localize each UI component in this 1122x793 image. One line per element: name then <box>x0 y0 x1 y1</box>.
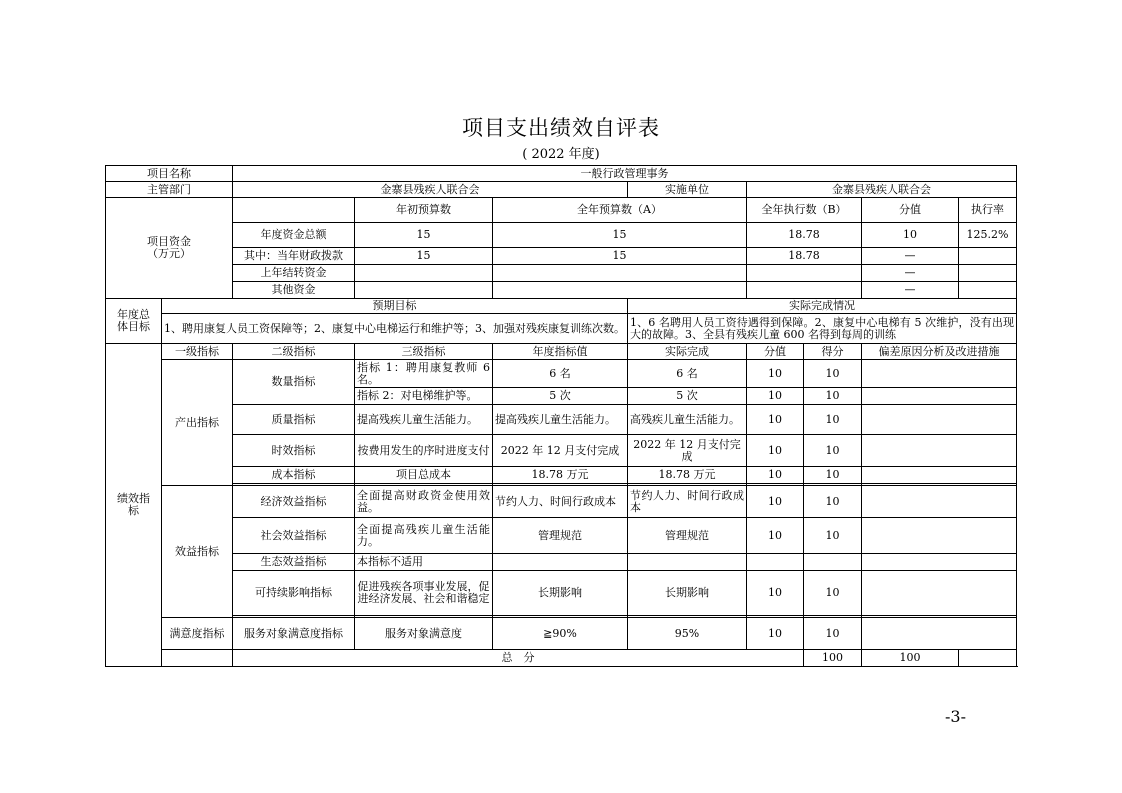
actual-value: 18.78 万元 <box>628 467 747 484</box>
level2-value: 时效指标 <box>233 435 355 467</box>
level3-header: 三级指标 <box>355 344 493 360</box>
target-value: ≧90% <box>493 618 628 650</box>
actual-value: 节约人力、时间行政成本 <box>628 486 747 518</box>
total-score-value: 100 <box>804 650 862 667</box>
indicator-row <box>106 435 1017 467</box>
funds-exec: 18.78 <box>747 248 862 265</box>
target-value: 节约人力、时间行政成本 <box>493 486 628 518</box>
funds-score-value: 10 <box>862 223 959 248</box>
department-label: 主管部门 <box>106 182 233 198</box>
full-budget-header: 全年预算数（A） <box>493 198 747 223</box>
funds-label-line1: 项目资金 <box>147 235 191 248</box>
funds-row-label: 年度资金总额 <box>233 223 355 248</box>
funds-row <box>106 265 1017 282</box>
funds-budget <box>493 265 747 282</box>
level2-value: 生态效益指标 <box>233 554 355 571</box>
funds-row-label: 其他资金 <box>233 282 355 299</box>
level2-value: 服务对象满意度指标 <box>233 618 355 650</box>
score: 10 <box>804 388 862 405</box>
expected-goal-text: 1、聘用康复人员工资保障等；2、康复中心电梯运行和维护等；3、加强对残疾康复训练次数。 <box>162 314 628 344</box>
score-value: 10 <box>747 486 804 518</box>
funds-rate <box>959 282 1017 299</box>
score-value: 10 <box>747 388 804 405</box>
level2-value: 社会效益指标 <box>233 518 355 554</box>
funds-score-value: — <box>862 282 959 299</box>
deviation-cell <box>862 435 1017 467</box>
score-value: 10 <box>747 360 804 388</box>
actual-value: 管理规范 <box>628 518 747 554</box>
target-value: 2022 年 12 月支付完成 <box>493 435 628 467</box>
goals-label-line1: 年度总 <box>117 308 150 321</box>
funds-exec: 18.78 <box>747 223 862 248</box>
page-title: 项目支出绩效自评表 <box>462 116 660 140</box>
funds-budget: 15 <box>493 248 747 265</box>
score-value: 10 <box>747 571 804 616</box>
deviation-cell <box>862 618 1017 650</box>
deviation-cell <box>862 388 1017 405</box>
funds-exec <box>747 265 862 282</box>
level2-value: 成本指标 <box>233 467 355 484</box>
goals-header-row <box>106 299 1017 314</box>
funds-label <box>106 198 233 299</box>
funds-row <box>106 223 1017 248</box>
initial-budget-header: 年初预算数 <box>355 198 493 223</box>
expected-goal-header: 预期目标 <box>162 299 628 314</box>
target-value: 5 次 <box>493 388 628 405</box>
deviation-cell <box>862 360 1017 388</box>
funds-exec <box>747 282 862 299</box>
deviation-cell <box>862 467 1017 484</box>
output-indicator-label: 产出指标 <box>162 360 233 486</box>
benefit-indicator-label: 效益指标 <box>162 486 233 618</box>
indicator-row <box>106 486 1017 518</box>
score: 10 <box>804 405 862 435</box>
deviation-cell <box>862 486 1017 518</box>
level2-value: 可持续影响指标 <box>233 571 355 616</box>
total-row <box>106 650 1017 667</box>
score-value: 10 <box>747 518 804 554</box>
level3-value: 项目总成本 <box>355 467 493 484</box>
funds-header-row <box>106 198 1017 223</box>
score-value-header: 分值 <box>862 198 959 223</box>
funds-score-value: — <box>862 248 959 265</box>
level3-value: 全面提高财政资金使用效益。 <box>355 486 493 518</box>
funds-blank-header <box>233 198 355 223</box>
performance-self-evaluation-table <box>105 165 1017 667</box>
indicator-row <box>106 405 1017 435</box>
actual-value: 长期影响 <box>628 571 747 616</box>
funds-rate <box>959 265 1017 282</box>
project-name-row <box>106 166 1017 182</box>
satisfaction-indicator-label: 满意度指标 <box>162 618 233 650</box>
level2-header: 二级指标 <box>233 344 355 360</box>
deviation-header: 偏差原因分析及改进措施 <box>862 344 1017 360</box>
indicator-row <box>106 618 1017 650</box>
actual-value: 6 名 <box>628 360 747 388</box>
indicators-label-line2: 标 <box>128 504 139 517</box>
department-row <box>106 182 1017 198</box>
target-value: 6 名 <box>493 360 628 388</box>
score: 10 <box>804 486 862 518</box>
funds-score-value: — <box>862 265 959 282</box>
indicator-row <box>106 467 1017 484</box>
actual-completion-text: 1、6 名聘用人员工资待遇得到保障。2、康复中心电梯有 5 次维护，没有出现大的故障。3、全县有残疾儿童 600 名得到每周的训练 <box>628 314 1017 344</box>
total-deviation <box>959 650 1017 667</box>
level3-value: 本指标不适用 <box>355 554 493 571</box>
goals-label <box>106 299 162 344</box>
level3-value: 服务对象满意度 <box>355 618 493 650</box>
indicators-label <box>106 344 162 667</box>
indicators-header-row <box>106 344 1017 360</box>
score: 10 <box>804 618 862 650</box>
funds-row <box>106 248 1017 265</box>
funds-budget <box>493 282 747 299</box>
score-value <box>747 554 804 571</box>
indicator-row <box>106 571 1017 616</box>
actual-value: 高残疾儿童生活能力。 <box>628 405 747 435</box>
level3-value: 指标 2：对电梯维护等。 <box>355 388 493 405</box>
implementing-unit-label: 实施单位 <box>628 182 747 198</box>
deviation-cell <box>862 405 1017 435</box>
score: 10 <box>804 467 862 484</box>
target-value: 管理规范 <box>493 518 628 554</box>
level3-value: 指标 1：聘用康复教师 6 名。 <box>355 360 493 388</box>
total-label: 总 分 <box>233 650 804 667</box>
indicator-row <box>106 554 1017 571</box>
indicator-row <box>106 518 1017 554</box>
funds-initial <box>355 282 493 299</box>
funds-row <box>106 282 1017 299</box>
funds-rate: 125.2% <box>959 223 1017 248</box>
implementing-unit-value: 金寨县残疾人联合会 <box>747 182 1017 198</box>
quantity-indicator-label: 数量指标 <box>233 360 355 405</box>
exec-rate-header: 执行率 <box>959 198 1017 223</box>
actual-value: 5 次 <box>628 388 747 405</box>
actual-header: 实际完成 <box>628 344 747 360</box>
deviation-cell <box>862 518 1017 554</box>
total-score: 100 <box>862 650 959 667</box>
funds-budget: 15 <box>493 223 747 248</box>
actual-completion-header: 实际完成情况 <box>628 299 1017 314</box>
level3-value: 全面提高残疾儿童生活能力。 <box>355 518 493 554</box>
actual-value <box>628 554 747 571</box>
total-blank <box>162 650 233 667</box>
deviation-cell <box>862 554 1017 571</box>
funds-row-label: 其中：当年财政拨款 <box>233 248 355 265</box>
full-exec-header: 全年执行数（B） <box>747 198 862 223</box>
score-value: 10 <box>747 618 804 650</box>
funds-initial <box>355 265 493 282</box>
goals-content-row <box>106 314 1017 344</box>
target-value <box>493 554 628 571</box>
level3-value: 促进残疾各项事业发展，促进经济发展、社会和谐稳定 <box>355 571 493 616</box>
level1-header: 一级指标 <box>162 344 233 360</box>
target-value: 18.78 万元 <box>493 467 628 484</box>
score <box>804 554 862 571</box>
funds-label-line2: （万元） <box>147 247 191 260</box>
deviation-cell <box>862 571 1017 616</box>
indicators-label-line1: 绩效指 <box>117 492 150 505</box>
level2-value: 经济效益指标 <box>233 486 355 518</box>
page-number: -3- <box>945 707 966 726</box>
indicator-score-header: 得分 <box>804 344 862 360</box>
score: 10 <box>804 571 862 616</box>
score-value: 10 <box>747 467 804 484</box>
actual-value: 2022 年 12 月支付完成 <box>628 435 747 467</box>
score-value: 10 <box>747 435 804 467</box>
target-value: 长期影响 <box>493 571 628 616</box>
indicator-score-value-header: 分值 <box>747 344 804 360</box>
level3-value: 提高残疾儿童生活能力。 <box>355 405 493 435</box>
score: 10 <box>804 360 862 388</box>
goals-label-line2: 体目标 <box>117 320 150 333</box>
score: 10 <box>804 518 862 554</box>
project-name-value: 一般行政管理事务 <box>233 166 1017 182</box>
project-name-label: 项目名称 <box>106 166 233 182</box>
funds-rate <box>959 248 1017 265</box>
level3-value: 按费用发生的序时进度支付 <box>355 435 493 467</box>
report-year: ( 2022 年度) <box>522 147 600 162</box>
annual-value-header: 年度指标值 <box>493 344 628 360</box>
target-value: 提高残疾儿童生活能力。 <box>493 405 628 435</box>
indicator-row <box>106 360 1017 388</box>
score: 10 <box>804 435 862 467</box>
funds-row-label: 上年结转资金 <box>233 265 355 282</box>
level2-value: 质量指标 <box>233 405 355 435</box>
department-value: 金寨县残疾人联合会 <box>233 182 628 198</box>
funds-initial: 15 <box>355 223 493 248</box>
actual-value: 95% <box>628 618 747 650</box>
funds-initial: 15 <box>355 248 493 265</box>
score-value: 10 <box>747 405 804 435</box>
